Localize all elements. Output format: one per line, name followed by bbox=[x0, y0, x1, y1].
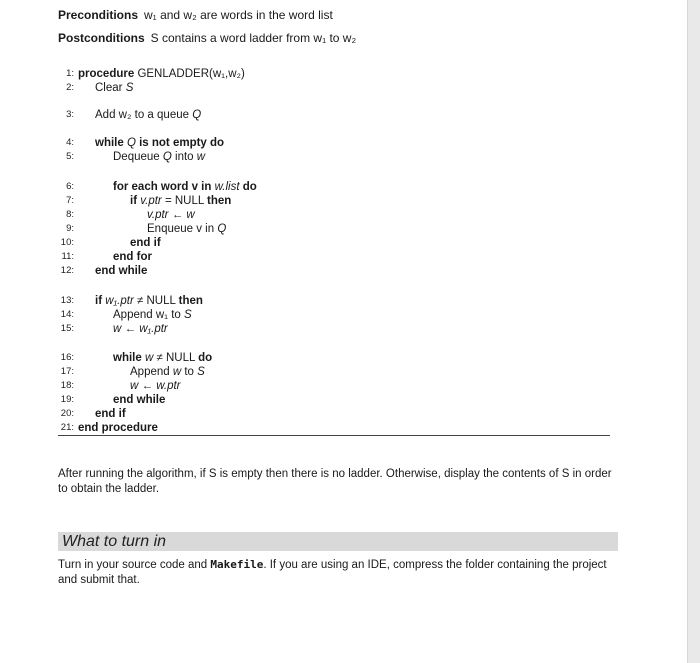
code-token: Enqueue v in bbox=[147, 223, 218, 235]
algorithm-line bbox=[0, 194, 700, 208]
line-code bbox=[78, 67, 245, 81]
algorithm-line bbox=[0, 351, 700, 365]
line-code bbox=[113, 393, 165, 407]
algorithm-line bbox=[0, 81, 700, 95]
code-token: w bbox=[144, 352, 154, 364]
algorithm-bottom-rule bbox=[58, 435, 610, 436]
preconditions-label: Preconditions bbox=[58, 8, 139, 22]
algorithm-line bbox=[0, 407, 700, 421]
code-token: end if bbox=[95, 408, 126, 420]
turn-in-text-after: . If you are using an IDE, compress the folder containing the project and submit that. bbox=[58, 559, 607, 586]
code-token: Q bbox=[126, 137, 136, 149]
code-token: w₁ bbox=[155, 309, 169, 321]
line-code bbox=[147, 208, 195, 222]
code-token: Dequeue bbox=[113, 151, 163, 163]
line-number: 17: bbox=[60, 366, 74, 377]
code-token: Append bbox=[130, 366, 173, 378]
line-code bbox=[130, 194, 231, 208]
algorithm-line bbox=[0, 421, 700, 435]
code-token: S bbox=[197, 366, 205, 378]
line-code bbox=[130, 379, 181, 393]
code-token: to bbox=[168, 309, 185, 321]
algorithm-line bbox=[0, 150, 700, 164]
code-token: then bbox=[178, 295, 203, 307]
algorithm-line bbox=[0, 108, 700, 122]
code-token: end procedure bbox=[78, 422, 158, 434]
line-code bbox=[130, 236, 161, 250]
code-token: w₁.ptr bbox=[139, 323, 168, 335]
line-number: 10: bbox=[60, 237, 74, 248]
line-code bbox=[147, 222, 226, 236]
algorithm-line bbox=[0, 67, 700, 81]
code-token: ≠ NULL bbox=[153, 352, 199, 364]
code-token: v.ptr bbox=[147, 209, 169, 221]
line-code bbox=[130, 365, 205, 379]
code-token: to bbox=[181, 366, 198, 378]
code-token: ≠ NULL bbox=[133, 295, 179, 307]
line-code bbox=[113, 180, 257, 194]
algorithm-line bbox=[0, 208, 700, 222]
algorithm-line bbox=[0, 136, 700, 150]
line-code bbox=[95, 108, 201, 122]
code-token: Q bbox=[217, 223, 227, 235]
code-token: S bbox=[184, 309, 192, 321]
line-code bbox=[113, 250, 152, 264]
algorithm-line bbox=[0, 294, 700, 308]
code-token: if bbox=[95, 295, 106, 307]
code-token: Q bbox=[192, 109, 202, 121]
code-token: to a queue bbox=[131, 109, 193, 121]
line-code bbox=[113, 351, 212, 365]
code-token: w bbox=[196, 151, 206, 163]
algorithm-line bbox=[0, 365, 700, 379]
code-token: w bbox=[186, 209, 195, 221]
section-header bbox=[58, 532, 618, 551]
line-number: 7: bbox=[66, 195, 74, 206]
code-token: do bbox=[239, 181, 257, 193]
code-token: then bbox=[207, 195, 232, 207]
line-number: 18: bbox=[60, 380, 74, 391]
algorithm-line bbox=[0, 379, 700, 393]
line-code bbox=[113, 322, 168, 336]
code-token: Add bbox=[95, 109, 119, 121]
turn-in-paragraph bbox=[58, 557, 618, 588]
postconditions-label: Postconditions bbox=[58, 31, 145, 45]
code-token: into bbox=[171, 151, 197, 163]
code-token: w bbox=[172, 366, 182, 378]
line-number: 12: bbox=[60, 265, 74, 276]
code-token: Q bbox=[162, 151, 172, 163]
line-number: 13: bbox=[60, 295, 74, 306]
code-token: end if bbox=[130, 237, 161, 249]
turn-in-text-before: Turn in your source code and bbox=[58, 559, 211, 571]
line-number: 15: bbox=[60, 323, 74, 334]
line-number: 5: bbox=[66, 151, 74, 162]
code-token: procedure bbox=[78, 68, 138, 80]
code-token: do bbox=[210, 137, 225, 149]
preconditions-text: w₁ and w₂ are words in the word list bbox=[144, 8, 333, 22]
makefile-code: Makefile bbox=[210, 558, 264, 571]
algorithm-line bbox=[0, 322, 700, 336]
code-token: w₂ bbox=[118, 109, 132, 121]
code-token: end while bbox=[113, 394, 166, 406]
code-token: end while bbox=[95, 265, 148, 277]
algorithm-line bbox=[0, 264, 700, 278]
line-number: 8: bbox=[66, 209, 74, 220]
line-number: 21: bbox=[60, 422, 74, 433]
code-token: Append bbox=[113, 309, 156, 321]
line-code bbox=[113, 308, 192, 322]
code-token: GENLADDER(w₁,w₂) bbox=[137, 68, 245, 80]
section-title: What to turn in bbox=[62, 533, 167, 550]
line-code bbox=[95, 81, 133, 95]
code-token: w.list bbox=[214, 181, 240, 193]
code-token: is not empty bbox=[135, 137, 211, 149]
code-token: end for bbox=[113, 251, 152, 263]
line-number: 6: bbox=[66, 181, 74, 192]
code-token: do bbox=[198, 352, 213, 364]
line-number: 9: bbox=[66, 223, 74, 234]
preconditions bbox=[58, 8, 333, 22]
algorithm-line bbox=[0, 236, 700, 250]
code-token: for each word v in bbox=[113, 181, 215, 193]
code-token: = NULL bbox=[161, 195, 208, 207]
line-number: 14: bbox=[60, 309, 74, 320]
code-token: w bbox=[113, 323, 122, 335]
code-token: if bbox=[130, 195, 141, 207]
algorithm-line bbox=[0, 393, 700, 407]
line-code bbox=[95, 407, 126, 421]
algorithm-line bbox=[0, 250, 700, 264]
algorithm-line bbox=[0, 180, 700, 194]
line-number: 11: bbox=[61, 251, 74, 262]
code-token: w bbox=[130, 380, 139, 392]
code-token: w.ptr bbox=[156, 380, 181, 392]
code-token: v.ptr bbox=[140, 195, 162, 207]
line-number: 2: bbox=[66, 82, 74, 93]
postconditions bbox=[58, 31, 356, 45]
code-token: w₁.ptr bbox=[105, 295, 134, 307]
line-number: 20: bbox=[60, 408, 74, 419]
postconditions-text: S contains a word ladder from w₁ to w₂ bbox=[150, 31, 357, 45]
algorithm-line bbox=[0, 222, 700, 236]
code-token: while bbox=[95, 137, 127, 149]
line-number: 4: bbox=[66, 137, 74, 148]
line-code bbox=[113, 150, 205, 164]
line-number: 19: bbox=[60, 394, 74, 405]
after-algorithm-paragraph: After running the algorithm, if S is empty then there is no ladder. Otherwise, display the contents of S in order to obtain the ladder. bbox=[58, 468, 612, 495]
line-code bbox=[95, 136, 224, 150]
line-number: 1: bbox=[66, 68, 74, 79]
code-token: ← bbox=[121, 323, 140, 335]
code-token: S bbox=[125, 82, 134, 94]
line-number: 16: bbox=[60, 352, 74, 363]
line-code bbox=[95, 294, 203, 308]
code-token: while bbox=[113, 352, 145, 364]
code-token: Clear bbox=[95, 82, 126, 94]
line-code bbox=[95, 264, 147, 278]
line-number: 3: bbox=[66, 109, 74, 120]
algorithm-line bbox=[0, 308, 700, 322]
code-token: ← bbox=[168, 209, 187, 221]
code-token: ← bbox=[138, 380, 157, 392]
line-code bbox=[78, 421, 158, 435]
